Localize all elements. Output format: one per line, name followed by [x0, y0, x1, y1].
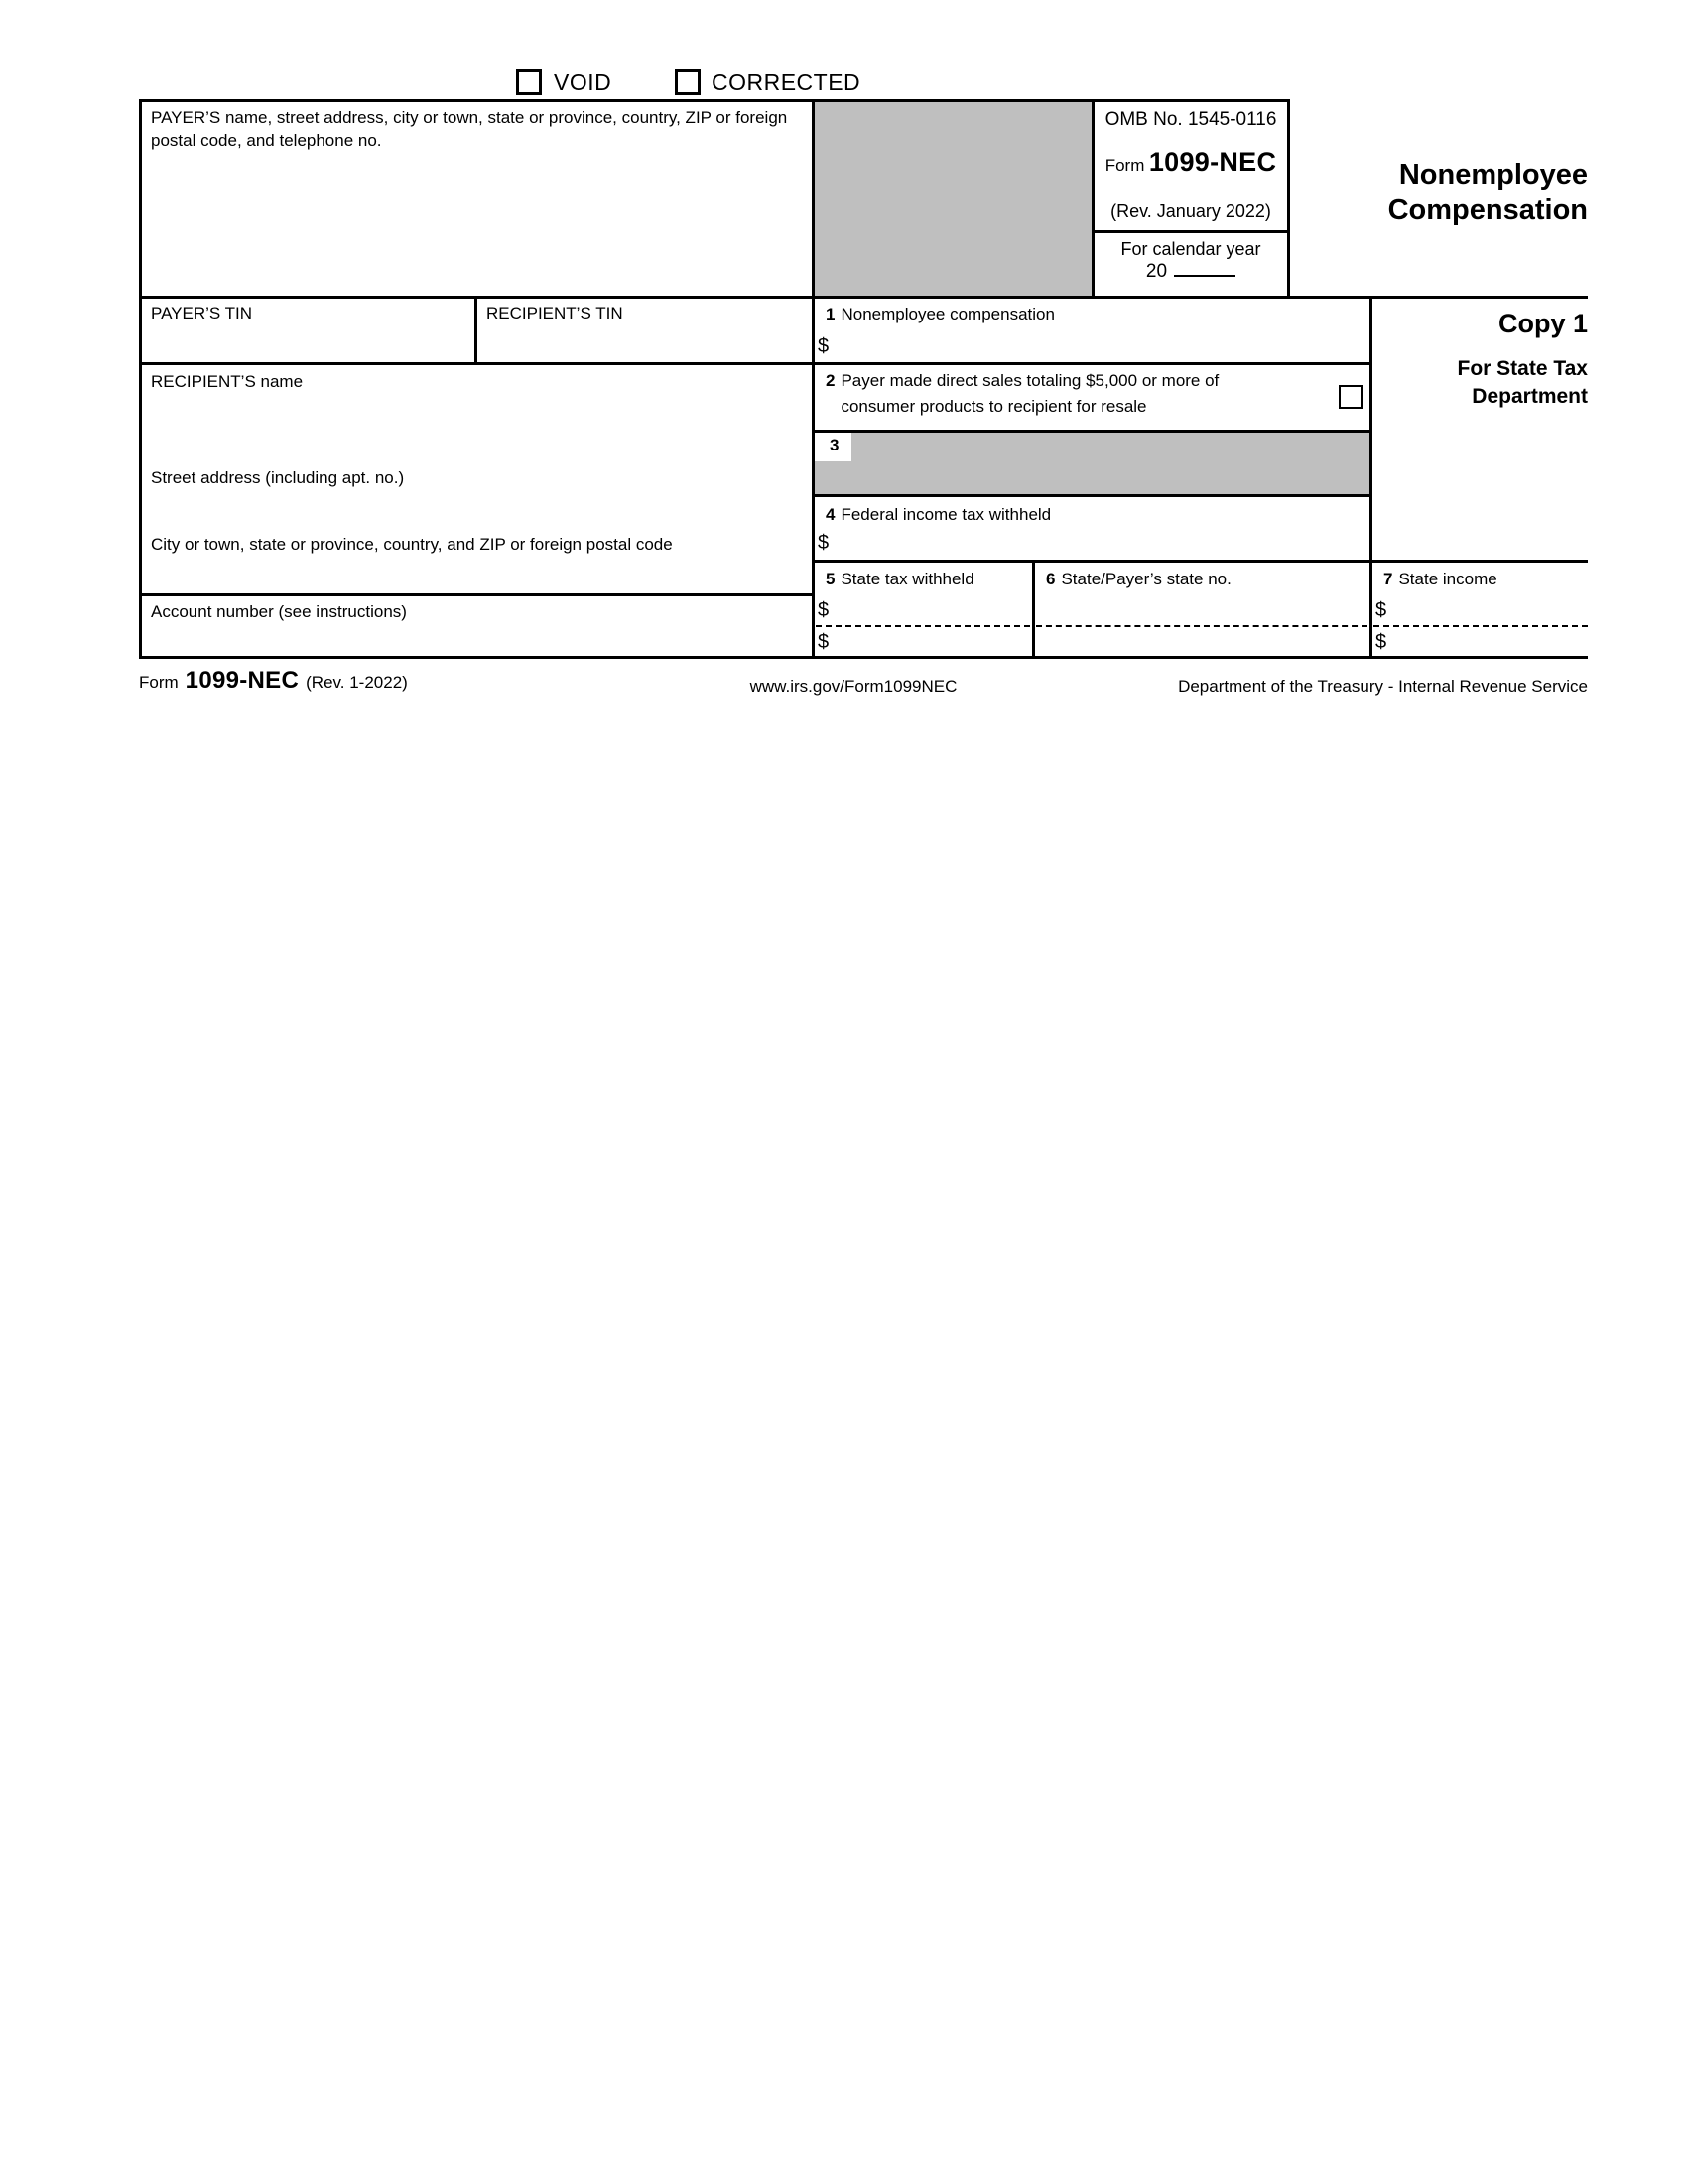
box1-dollar-sign: $: [818, 335, 830, 357]
footer-form-id: [139, 667, 408, 695]
footer-form-word: Form: [139, 673, 179, 692]
box1-text: Nonemployee compensation: [841, 305, 1055, 323]
border-line: [812, 560, 1588, 563]
copy-for-line2: Department: [1472, 385, 1588, 408]
void-checkbox[interactable]: [516, 69, 542, 95]
box2-label: [826, 368, 1285, 419]
box2-text: Payer made direct sales totaling $5,000 or more of consumer products to recipient for resale: [841, 371, 1220, 416]
border-line: [139, 362, 1372, 365]
copy-label: Copy 1: [1497, 309, 1588, 338]
box5-number: 5: [826, 570, 836, 588]
box2-number: 2: [826, 371, 836, 390]
corrected-label: CORRECTED: [712, 69, 861, 95]
form-number-header: [1095, 147, 1287, 178]
box4-label[interactable]: [826, 502, 1051, 528]
footer-revision: (Rev. 1-2022): [306, 673, 408, 692]
copy-for-line1: For State Tax: [1457, 357, 1588, 380]
box7-text: State income: [1398, 570, 1497, 588]
account-number-label[interactable]: Account number (see instructions): [151, 602, 407, 621]
form-title: [1388, 157, 1588, 228]
border-line: [1369, 296, 1372, 659]
box7-label[interactable]: [1383, 567, 1497, 592]
calendar-year-entry[interactable]: [1095, 261, 1287, 283]
box5-text: State tax withheld: [841, 570, 974, 588]
box7-dollar-sign-1: $: [1375, 599, 1387, 621]
box3-number-tab: [815, 433, 851, 461]
footer-url[interactable]: www.irs.gov/Form1099NEC: [749, 677, 958, 696]
box7-dollar-sign-2: $: [1375, 631, 1387, 653]
box6-text: State/Payer’s state no.: [1061, 570, 1232, 588]
street-address-label[interactable]: Street address (including apt. no.): [151, 468, 405, 487]
void-label: VOID: [554, 69, 612, 95]
box5-dollar-sign-1: $: [818, 599, 830, 621]
border-line: [474, 296, 477, 365]
revision-label: (Rev. January 2022): [1110, 201, 1271, 221]
dashed-separator: [816, 625, 1030, 627]
box5-dollar-sign-2: $: [818, 631, 830, 653]
payer-info-label[interactable]: PAYER’S name, street address, city or town, state or province, country, ZIP or foreign postal code, and telephone no.: [151, 108, 788, 150]
form-title-line1: Nonemployee: [1398, 159, 1588, 191]
box1-label[interactable]: [826, 302, 1055, 327]
recipient-name-label[interactable]: RECIPIENT’S name: [151, 372, 304, 391]
form-word: Form: [1104, 156, 1145, 175]
calendar-year-prefix: 20: [1145, 261, 1168, 282]
box3-number: 3: [830, 436, 840, 454]
border-line: [812, 430, 1372, 433]
box5-label[interactable]: [826, 567, 974, 592]
border-line: [1032, 560, 1035, 659]
calendar-year-blank[interactable]: [1174, 261, 1235, 277]
border-line: [139, 99, 142, 659]
form-title-line2: Compensation: [1387, 194, 1588, 226]
box1-number: 1: [826, 305, 836, 323]
shaded-area-payer: [815, 102, 1092, 296]
footer-agency: Department of the Treasury - Internal Revenue Service: [1178, 677, 1588, 696]
box4-text: Federal income tax withheld: [841, 505, 1052, 524]
footer-form-number: 1099-NEC: [185, 667, 300, 694]
box7-number: 7: [1383, 570, 1393, 588]
omb-number: OMB No. 1545-0116: [1104, 109, 1277, 130]
border-line: [812, 99, 815, 659]
city-label[interactable]: City or town, state or province, country, and ZIP or foreign postal code: [151, 535, 673, 554]
border-line: [812, 494, 1372, 497]
dashed-separator: [1036, 625, 1367, 627]
corrected-checkbox[interactable]: [675, 69, 701, 95]
shaded-area-box3: [815, 433, 1369, 494]
box6-label[interactable]: [1046, 567, 1232, 592]
border-line: [1287, 99, 1290, 299]
recipient-tin-label[interactable]: RECIPIENT’S TIN: [486, 304, 623, 322]
box2-checkbox[interactable]: [1339, 385, 1363, 409]
box4-number: 4: [826, 505, 836, 524]
dashed-separator: [1373, 625, 1588, 627]
box6-number: 6: [1046, 570, 1056, 588]
calendar-year-label: For calendar year: [1120, 239, 1261, 259]
box4-dollar-sign: $: [818, 532, 830, 554]
border-line: [139, 593, 815, 596]
border-line: [139, 99, 1290, 102]
payer-tin-label[interactable]: PAYER’S TIN: [151, 304, 253, 322]
form-number: 1099-NEC: [1148, 147, 1277, 177]
border-line: [1092, 230, 1290, 233]
